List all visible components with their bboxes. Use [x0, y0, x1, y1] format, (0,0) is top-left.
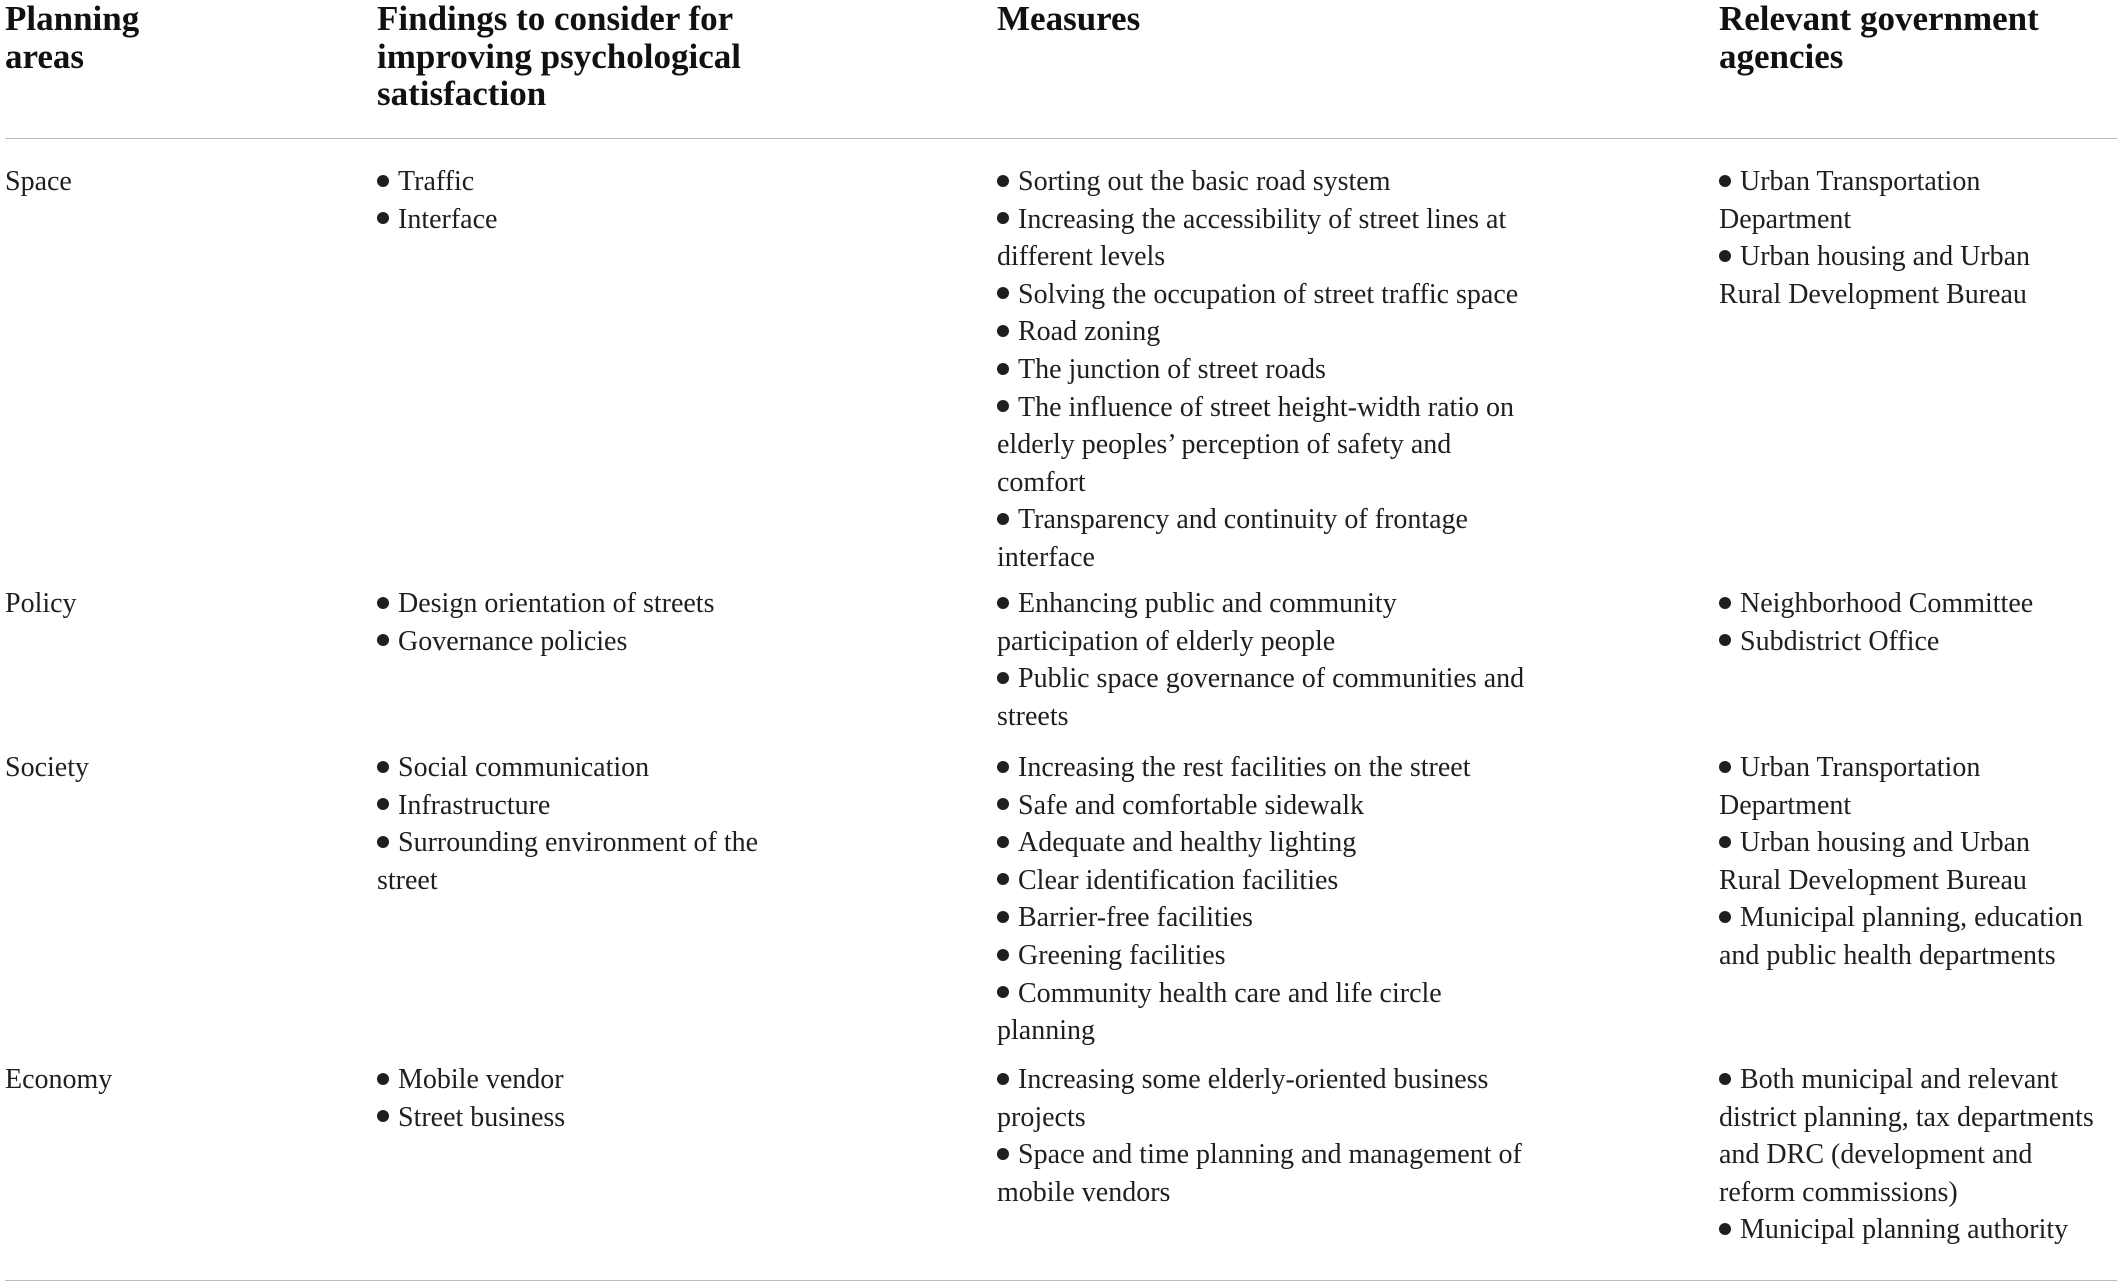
list-item-text: Safe and comfortable sidewalk — [1018, 789, 1364, 821]
cell-planning-area: Society — [5, 752, 89, 783]
list-item-text: The junction of street roads — [1018, 353, 1326, 385]
list-item-text: Street business — [398, 1101, 566, 1133]
list-item-text: Subdistrict Office — [1740, 625, 1940, 657]
cell-planning-area: Policy — [5, 588, 77, 619]
list-item-text: Municipal planning authority — [1740, 1214, 2069, 1246]
bullet-icon — [377, 761, 389, 773]
list-item — [997, 899, 1597, 937]
list-item-text: Urban Transportation Department — [1719, 166, 1981, 235]
cell-planning-area: Economy — [5, 1064, 113, 1095]
cell-findings — [377, 163, 857, 238]
list-item — [997, 749, 1597, 787]
bullet-icon — [997, 363, 1009, 375]
list-item-text: Urban Transportation Department — [1719, 752, 1981, 821]
list-item — [1719, 163, 2117, 238]
list-item-text: Governance policies — [398, 625, 628, 657]
list-item-text: Solving the occupation of street traffic space — [1018, 278, 1519, 310]
list-item — [377, 824, 857, 899]
bullet-icon — [377, 175, 389, 187]
cell-findings — [377, 1061, 857, 1136]
bullet-icon — [1719, 250, 1731, 262]
list-item-text: Enhancing public and community participation of elderly people — [997, 588, 1397, 657]
bullet-icon — [997, 761, 1009, 773]
cell-measures — [997, 1061, 1597, 1211]
list-item — [377, 1099, 857, 1137]
list-item — [377, 585, 857, 623]
list-item — [997, 276, 1597, 314]
bullet-icon — [997, 597, 1009, 609]
table-header — [0, 0, 2117, 138]
bullet-icon — [997, 175, 1009, 187]
bullet-icon — [1719, 1223, 1731, 1235]
bullet-icon — [997, 911, 1009, 923]
list-item-text: Urban housing and Urban Rural Development Bureau — [1719, 827, 2031, 896]
list-item — [377, 201, 857, 239]
bullet-icon — [997, 873, 1009, 885]
list-item-text: Public space governance of communities and streets — [997, 663, 1525, 732]
bullet-icon — [1719, 761, 1731, 773]
bullet-icon — [1719, 634, 1731, 646]
list-item-text: Urban housing and Urban Rural Development Bureau — [1719, 241, 2031, 310]
bullet-icon — [1719, 597, 1731, 609]
list-item — [997, 389, 1597, 502]
list-item-text: Greening facilities — [1018, 939, 1226, 971]
bullet-icon — [997, 1073, 1009, 1085]
list-item — [1719, 238, 2117, 313]
cell-measures — [997, 749, 1597, 1050]
header-planning-areas: Planning areas — [5, 0, 140, 76]
list-item-text: Increasing the accessibility of street lines at different levels — [997, 203, 1507, 273]
list-item-text: Neighborhood Committee — [1740, 588, 2034, 619]
list-item — [997, 585, 1597, 660]
bullet-icon — [1719, 1073, 1731, 1085]
list-item-text: Community health care and life circle planning — [997, 977, 1442, 1047]
cell-agencies — [1719, 1061, 2117, 1249]
list-item-text: Clear identification facilities — [1018, 864, 1339, 896]
list-item — [997, 201, 1597, 276]
bullet-icon — [377, 634, 389, 646]
cell-agencies — [1719, 163, 2117, 313]
bullet-icon — [377, 1110, 389, 1122]
list-item — [997, 1061, 1597, 1136]
cell-findings — [377, 749, 857, 899]
bullet-icon — [997, 400, 1009, 412]
bullet-icon — [1719, 911, 1731, 923]
bullet-icon — [377, 836, 389, 848]
list-item — [997, 313, 1597, 351]
table-bottom-rule — [5, 1280, 2117, 1281]
list-item-text: Space and time planning and management of mobile vendors — [997, 1139, 1522, 1208]
list-item — [997, 787, 1597, 825]
list-item-text: Design orientation of streets — [398, 588, 715, 619]
bullet-icon — [1719, 175, 1731, 187]
cell-measures — [997, 585, 1597, 735]
list-item — [377, 623, 857, 661]
bullet-icon — [997, 325, 1009, 337]
list-item — [1719, 749, 2117, 824]
list-item-text: Mobile vendor — [398, 1064, 564, 1095]
cell-measures — [997, 163, 1597, 577]
list-item-text: Surrounding environment of the street — [377, 827, 759, 896]
bullet-icon — [997, 836, 1009, 848]
bullet-icon — [997, 672, 1009, 684]
list-item — [377, 1061, 857, 1099]
header-rule — [5, 138, 2117, 139]
list-item — [997, 1136, 1597, 1211]
bullet-icon — [997, 949, 1009, 961]
list-item-text: The influence of street height-width ratio on elderly peoples’ perception of safety and comfort — [997, 391, 1515, 498]
list-item-text: Traffic — [398, 166, 475, 197]
bullet-icon — [377, 798, 389, 810]
bullet-icon — [997, 986, 1009, 998]
list-item-text: Increasing some elderly-oriented business projects — [997, 1064, 1489, 1133]
cell-planning-area: Space — [5, 166, 72, 197]
list-item — [997, 975, 1597, 1050]
cell-agencies — [1719, 749, 2117, 975]
list-item-text: Transparency and continuity of frontage interface — [997, 504, 1468, 573]
list-item — [997, 501, 1597, 576]
bullet-icon — [997, 513, 1009, 525]
list-item-text: Social communication — [398, 752, 650, 783]
bullet-icon — [377, 597, 389, 609]
list-item — [997, 824, 1597, 862]
cell-agencies — [1719, 585, 2117, 660]
bullet-icon — [377, 1073, 389, 1085]
bullet-icon — [377, 212, 389, 224]
list-item — [1719, 824, 2117, 899]
bullet-icon — [1719, 836, 1731, 848]
list-item-text: Infrastructure — [398, 789, 551, 821]
list-item — [997, 163, 1597, 201]
bullet-icon — [997, 287, 1009, 299]
list-item — [1719, 623, 2117, 661]
list-item — [997, 660, 1597, 735]
list-item-text: Municipal planning, education and public health departments — [1719, 902, 2083, 971]
list-item — [377, 163, 857, 201]
list-item-text: Adequate and healthy lighting — [1018, 827, 1357, 859]
header-agencies: Relevant government agencies — [1719, 0, 2039, 76]
list-item — [997, 351, 1597, 389]
list-item — [377, 787, 857, 825]
list-item-text: Interface — [398, 203, 498, 235]
list-item — [1719, 1061, 2117, 1211]
header-findings: Findings to consider for improving psychological satisfaction — [377, 0, 741, 113]
bullet-icon — [997, 212, 1009, 224]
bullet-icon — [997, 1148, 1009, 1160]
list-item-text: Sorting out the basic road system — [1018, 166, 1391, 197]
list-item-text: Road zoning — [1018, 316, 1161, 348]
list-item — [377, 749, 857, 787]
bullet-icon — [997, 798, 1009, 810]
list-item-text: Increasing the rest facilities on the street — [1018, 752, 1471, 783]
list-item-text: Barrier-free facilities — [1018, 902, 1253, 934]
header-measures: Measures — [997, 0, 1141, 38]
list-item — [1719, 1211, 2117, 1249]
list-item — [997, 862, 1597, 900]
list-item — [1719, 585, 2117, 623]
list-item — [1719, 899, 2117, 974]
cell-findings — [377, 585, 857, 660]
list-item — [997, 937, 1597, 975]
list-item-text: Both municipal and relevant district planning, tax departments and DRC (development and reform commissions) — [1719, 1064, 2094, 1208]
